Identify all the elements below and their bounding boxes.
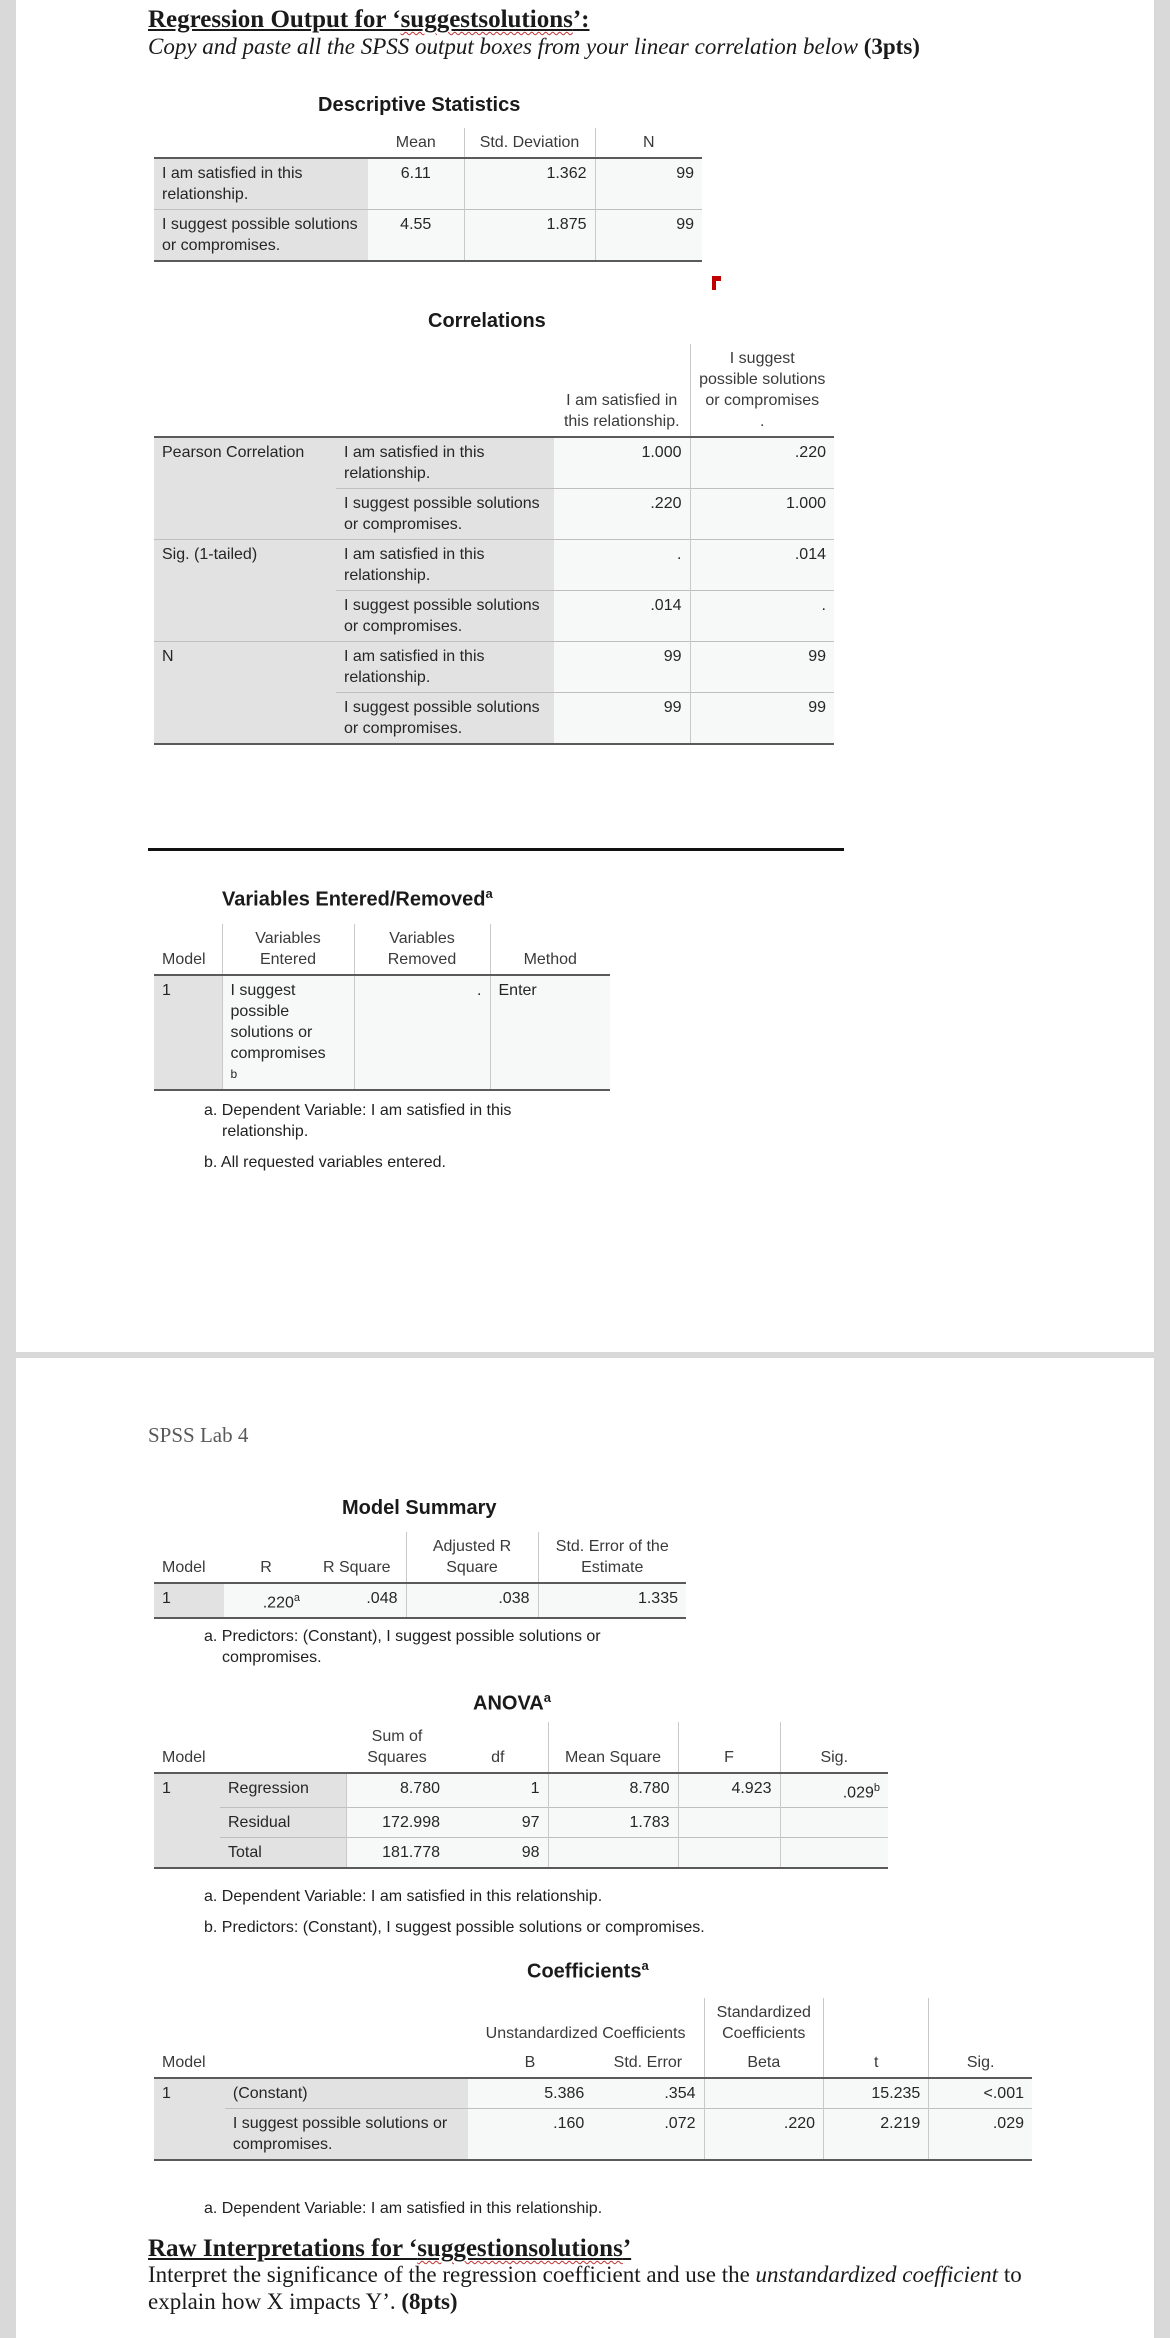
section-divider (148, 848, 844, 851)
table-row: Residual 172.998 97 1.783 (154, 1808, 888, 1838)
coefficients-title: Coefficients$^a$ (527, 1958, 649, 1983)
col-header-sd: Std. Deviation (464, 128, 595, 158)
table-row: I suggest possible solutions or compromises. .160 .072 .220 2.219 .029 (154, 2109, 1032, 2161)
footnote-b: b. Predictors: (Constant), I suggest possible solutions or compromises. (204, 1919, 705, 1936)
descriptives-title: Descriptive Statistics (318, 94, 521, 116)
table-row: I suggest possible solutions or compromises. .014 . (154, 591, 834, 642)
anova-table: Model Sum of Squares df Mean Square F Sig. 1 Regression 8.780 1 8.780 4.923 .029$^b$ Residual 172.998 97 1.783 Total 181.778 98 (154, 1722, 888, 1869)
document-page-1 (16, 0, 1154, 1352)
col-header-satisfied: I am satisfied in this relationship. (563, 392, 680, 430)
group-header-unstandardized: Unstandardized Coefficients (485, 2025, 686, 2042)
table-row: Total 181.778 98 (154, 1838, 888, 1869)
table-row: N I am satisfied in this relationship. 99 99 (154, 642, 834, 693)
document-page-2 (16, 1358, 1154, 2338)
model-summary-table: Model R R Square Adjusted R Square Std. Error of the Estimate 1 .220$^a$ .048 .038 1.335 (154, 1532, 686, 1619)
footnote-a-cont: compromises. (222, 1649, 322, 1666)
interpretation-instruction-line2: explain how X impacts Y’. (8pts) (148, 2289, 458, 2314)
coefficients-table: Unstandardized Coefficients Standardized Coefficients Model B Std. Error Beta t Sig. 1 (Constant) 5.386 .354 15.235 <.001 I suggest possible solutions or compromises. .160 .072 .220 2.219 .029 (154, 1998, 1032, 2161)
interpretation-instruction-line1: Interpret the significance of the regression coefficient and use the unstandardized coefficient to (148, 2262, 1022, 2287)
footnote-b: b. All requested variables entered. (204, 1154, 446, 1171)
table-row: I suggest possible solutions or compromises. .220 1.000 (154, 489, 834, 540)
correlations-table (154, 344, 834, 745)
table-row: I am satisfied in this relationship. 6.11 1.362 99 (154, 158, 702, 210)
section-instruction: Copy and paste all the SPSS output boxes from your linear correlation below (3pts) (148, 34, 920, 59)
footnote-a: a. Dependent Variable: I am satisfied in this (204, 1102, 512, 1119)
cursor-marker (712, 276, 716, 290)
footnote-a: a. Predictors: (Constant), I suggest possible solutions or (204, 1628, 601, 1645)
footnote-a: a. Dependent Variable: I am satisfied in this relationship. (204, 1888, 603, 1905)
table-row: I suggest possible solutions or compromises. 99 99 (154, 693, 834, 745)
col-header-mean: Mean (395, 134, 436, 151)
table-row: 1 .220$^a$ .048 .038 1.335 (154, 1583, 686, 1618)
col-header-n: N (595, 128, 702, 158)
correlations-title: Correlations (428, 310, 546, 332)
footnote-a: a. Dependent Variable: I am satisfied in this relationship. (204, 2200, 603, 2217)
group-header-standardized: Standardized Coefficients (704, 1998, 824, 2048)
table-row: Sig. (1-tailed) I am satisfied in this relationship. . .014 (154, 540, 834, 591)
page-header: SPSS Lab 4 (148, 1423, 249, 1447)
entered-removed-title: Variables Entered/Removed$^a$ (222, 886, 493, 911)
table-row: Pearson Correlation I am satisfied in this relationship. 1.000 .220 (154, 437, 834, 489)
entered-removed-table: Model Variables Entered Variables Removed Method 1 I suggest possible solutions or compromises $^b$ . Enter (154, 924, 610, 1091)
table-row: 1 I suggest possible solutions or compromises $^b$ . Enter (154, 975, 610, 1090)
descriptives-table (154, 128, 702, 262)
table-row: 1 (Constant) 5.386 .354 15.235 <.001 (154, 2078, 1032, 2109)
col-header-suggest: I suggest possible solutions or compromises . (690, 344, 834, 437)
table-row: I suggest possible solutions or compromises. 4.55 1.875 99 (154, 210, 702, 262)
section-title-raw-interpretations: Raw Interpretations for ‘suggestionsolutions’ (148, 2235, 632, 2262)
footnote-a-cont: relationship. (222, 1123, 309, 1140)
anova-title: ANOVA$^a$ (473, 1690, 551, 1715)
table-row: 1 Regression 8.780 1 8.780 4.923 .029$^b$ (154, 1773, 888, 1808)
model-summary-title: Model Summary (342, 1497, 497, 1519)
section-title-regression-output: Regression Output for ‘suggestsolutions’: (148, 6, 590, 33)
